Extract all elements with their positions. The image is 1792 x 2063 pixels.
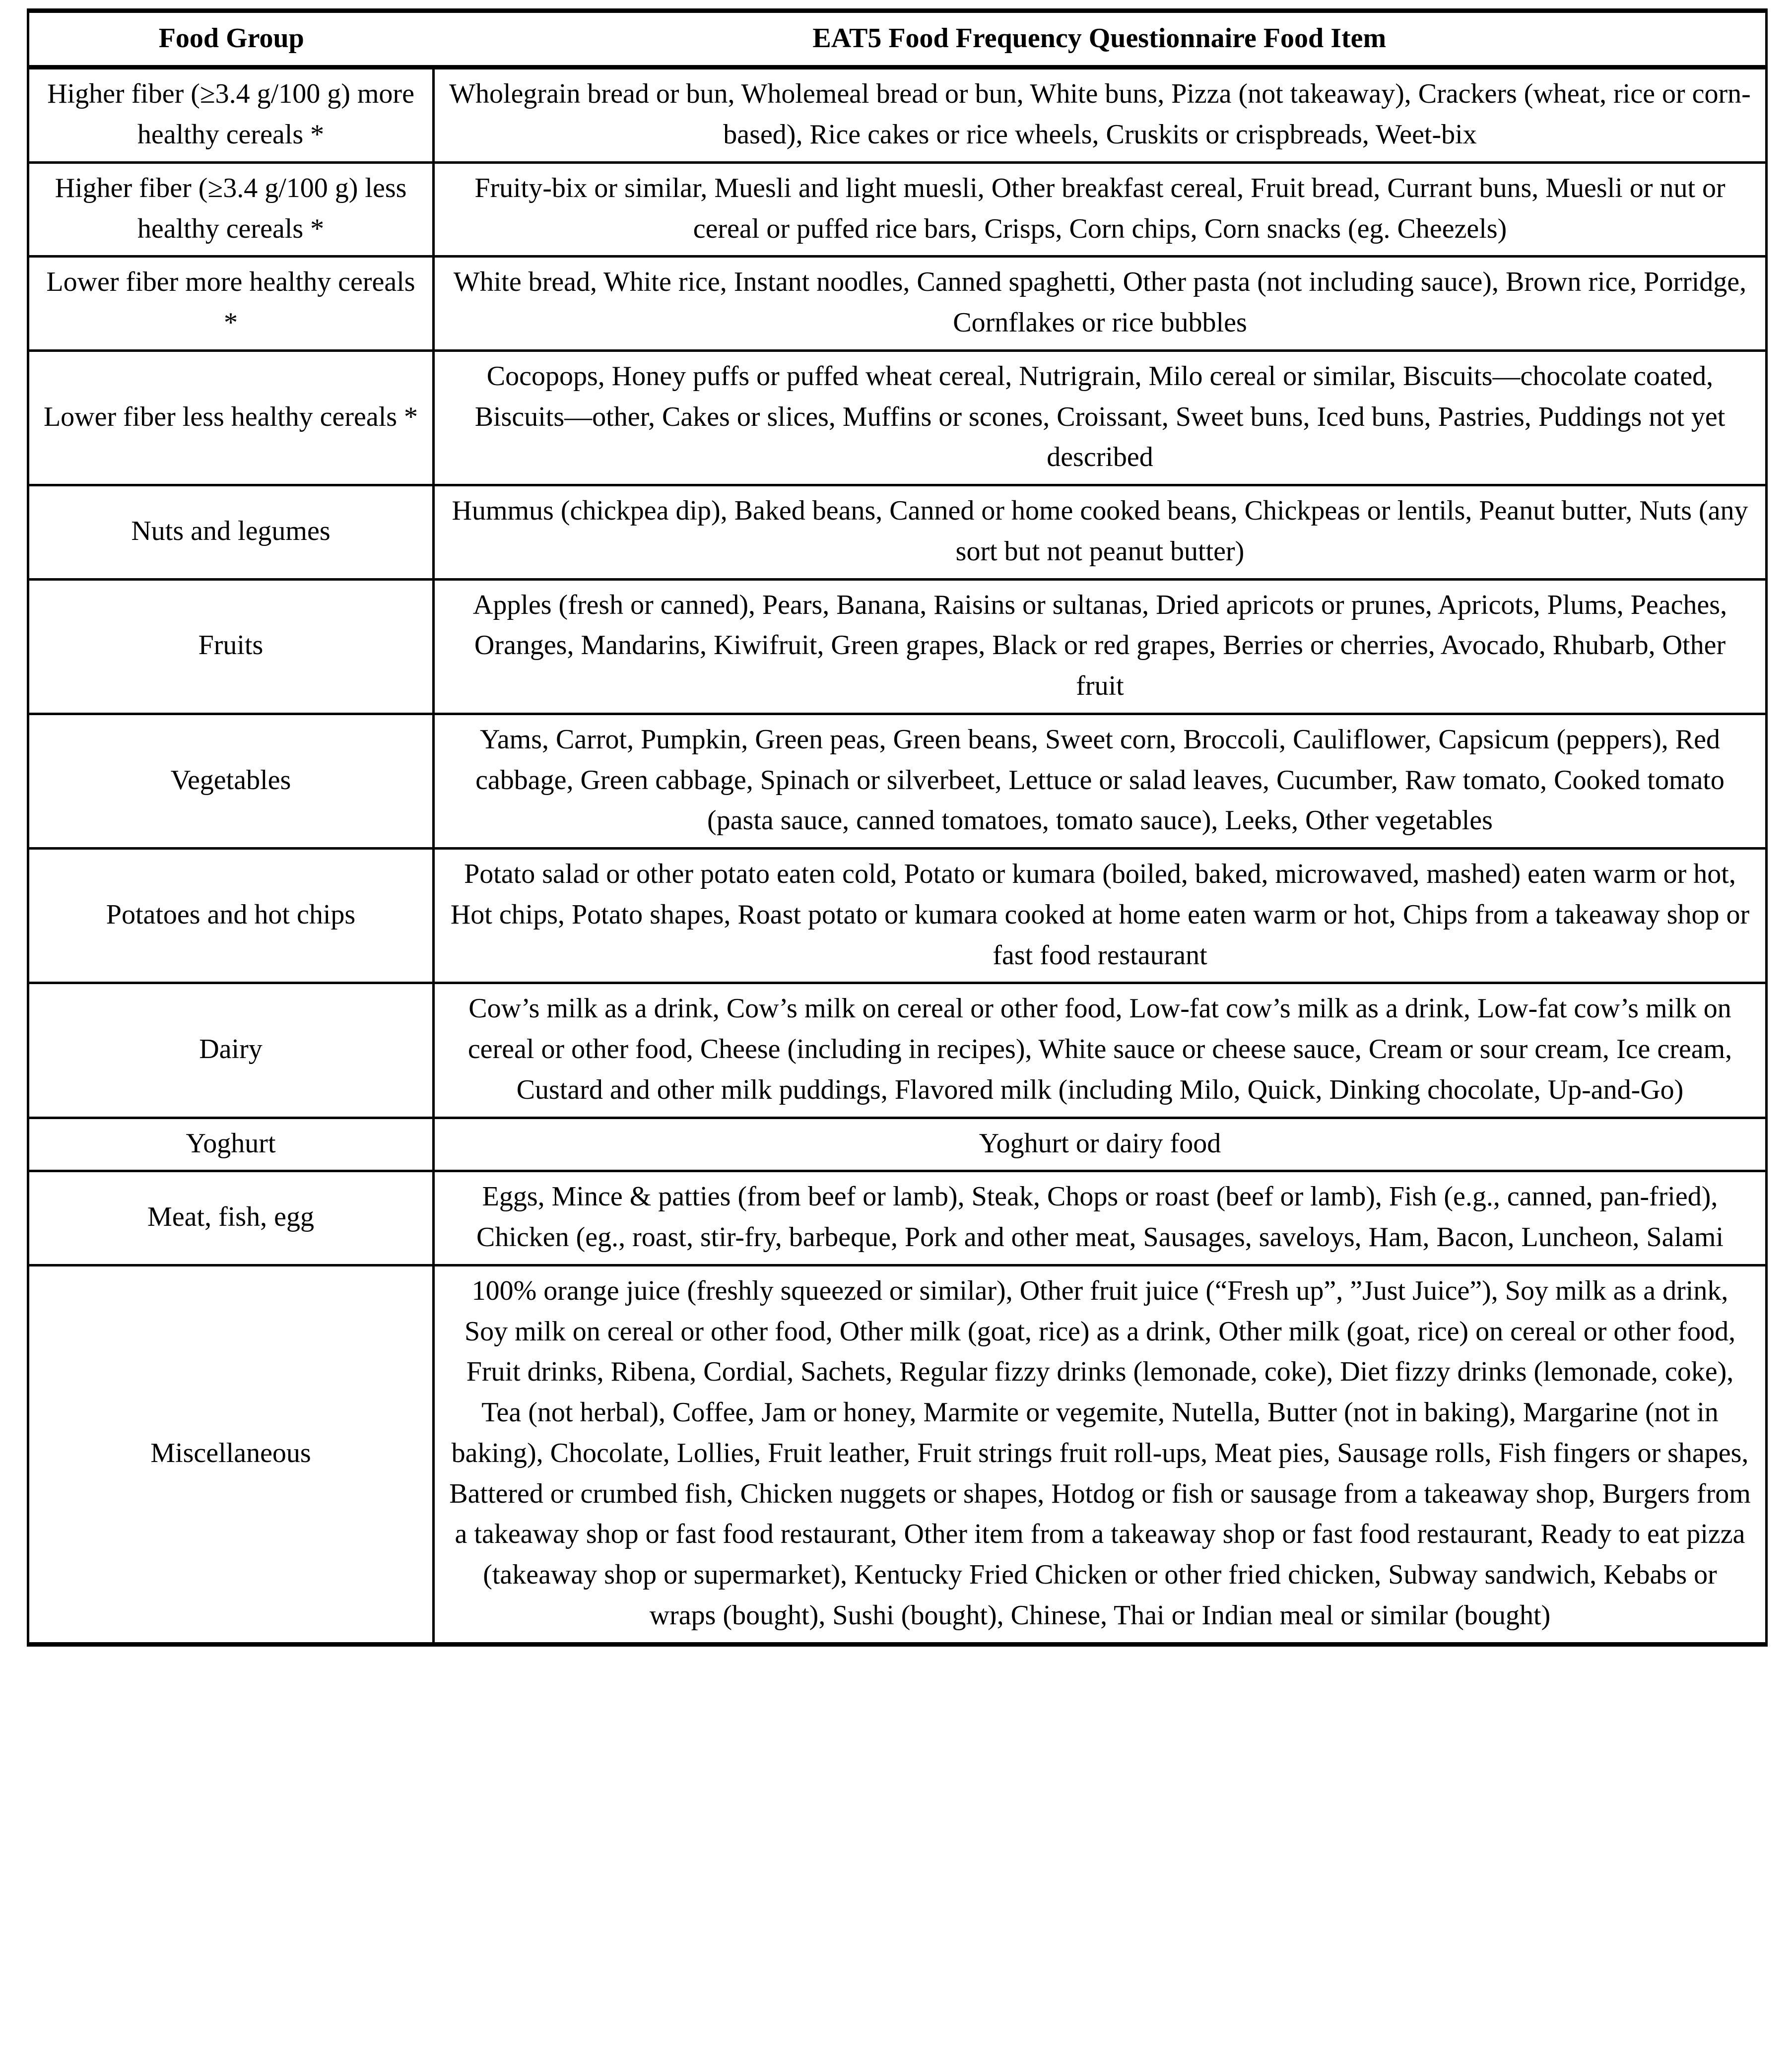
- cell-food-group: Higher fiber (≥3.4 g/100 g) more healthy cereals *: [28, 67, 434, 163]
- cell-food-group: Lower fiber more healthy cereals *: [28, 257, 434, 351]
- table-header: [28, 11, 1767, 67]
- table-row: [28, 67, 1767, 163]
- cell-food-items: Potato salad or other potato eaten cold, Potato or kumara (boiled, baked, microwaved, mashed) eaten warm or hot, Hot chips, Potato shapes, Roast potato or kumara cooked at home eaten warm or hot, Chips from a takeaway shop or fast food restaurant: [434, 849, 1767, 983]
- cell-food-items: Eggs, Mince & patties (from beef or lamb), Steak, Chops or roast (beef or lamb), Fish (e.g., canned, pan-fried), Chicken (eg., roast, stir-fry, barbeque, Pork and other meat, Sausages, saveloys, Ham, Bacon, Luncheon, Salami: [434, 1171, 1767, 1265]
- cell-food-group: Vegetables: [28, 714, 434, 848]
- table-row: [28, 257, 1767, 351]
- cell-food-group: Miscellaneous: [28, 1265, 434, 1644]
- cell-food-group: Meat, fish, egg: [28, 1171, 434, 1265]
- cell-food-group: Potatoes and hot chips: [28, 849, 434, 983]
- table-row: [28, 714, 1767, 848]
- table-body: [28, 67, 1767, 1644]
- table-row: [28, 1118, 1767, 1171]
- table-row: [28, 162, 1767, 257]
- food-frequency-table: [27, 8, 1768, 1647]
- cell-food-items: Apples (fresh or canned), Pears, Banana, Raisins or sultanas, Dried apricots or prunes, Apricots, Plums, Peaches, Oranges, Mandarins, Kiwifruit, Green grapes, Black or red grapes, Berries or cherries, Avocado, Rhubarb, Other fruit: [434, 579, 1767, 714]
- table-row: [28, 849, 1767, 983]
- cell-food-group: Dairy: [28, 983, 434, 1118]
- cell-food-group: Fruits: [28, 579, 434, 714]
- column-header-food-item: EAT5 Food Frequency Questionnaire Food Item: [434, 11, 1767, 67]
- cell-food-items: Wholegrain bread or bun, Wholemeal bread or bun, White buns, Pizza (not takeaway), Crackers (wheat, rice or corn-based), Rice cakes or rice wheels, Cruskits or crispbreads, Weet-bix: [434, 67, 1767, 163]
- table-row: [28, 350, 1767, 485]
- cell-food-items: 100% orange juice (freshly squeezed or similar), Other fruit juice (“Fresh up”, ”Just Juice”), Soy milk as a drink, Soy milk on cereal or other food, Other milk (goat, rice) as a drink, Other milk (goat, rice) on cereal or other food, Fruit drinks, Ribena, Cordial, Sachets, Regular fizzy drinks (lemonade, coke), Diet fizzy drinks (lemonade, coke), Tea (not herbal), Coffee, Jam or honey, Marmite or vegemite, Nutella, Butter (not in baking), Margarine (not in baking), Chocolate, Lollies, Fruit leather, Fruit strings fruit roll-ups, Meat pies, Sausage rolls, Fish fingers or shapes, Battered or crumbed fish, Chicken nuggets or shapes, Hotdog or fish or sausage from a takeaway shop, Burgers from a takeaway shop or fast food restaurant, Other item from a takeaway shop or fast food restaurant, Ready to eat pizza (takeaway shop or supermarket), Kentucky Fried Chicken or other fried chicken, Subway sandwich, Kebabs or wraps (bought), Sushi (bought), Chinese, Thai or Indian meal or similar (bought): [434, 1265, 1767, 1644]
- column-header-food-group: Food Group: [28, 11, 434, 67]
- header-row: [28, 11, 1767, 67]
- cell-food-group: Yoghurt: [28, 1118, 434, 1171]
- cell-food-items: White bread, White rice, Instant noodles, Canned spaghetti, Other pasta (not including sauce), Brown rice, Porridge, Cornflakes or rice bubbles: [434, 257, 1767, 351]
- cell-food-items: Cow’s milk as a drink, Cow’s milk on cereal or other food, Low-fat cow’s milk as a drink, Low-fat cow’s milk on cereal or other food, Cheese (including in recipes), White sauce or cheese sauce, Cream or sour cream, Ice cream, Custard and other milk puddings, Flavored milk (including Milo, Quick, Dinking chocolate, Up-and-Go): [434, 983, 1767, 1118]
- cell-food-items: Yams, Carrot, Pumpkin, Green peas, Green beans, Sweet corn, Broccoli, Cauliflower, Capsicum (peppers), Red cabbage, Green cabbage, Spinach or silverbeet, Lettuce or salad leaves, Cucumber, Raw tomato, Cooked tomato (pasta sauce, canned tomatoes, tomato sauce), Leeks, Other vegetables: [434, 714, 1767, 848]
- table-row: [28, 1171, 1767, 1265]
- cell-food-items: Cocopops, Honey puffs or puffed wheat cereal, Nutrigrain, Milo cereal or similar, Biscuits—chocolate coated, Biscuits—other, Cakes or slices, Muffins or scones, Croissant, Sweet buns, Iced buns, Pastries, Puddings not yet described: [434, 350, 1767, 485]
- cell-food-items: Hummus (chickpea dip), Baked beans, Canned or home cooked beans, Chickpeas or lentils, Peanut butter, Nuts (any sort but not peanut butter): [434, 485, 1767, 580]
- cell-food-group: Nuts and legumes: [28, 485, 434, 580]
- cell-food-group: Lower fiber less healthy cereals *: [28, 350, 434, 485]
- table-row: [28, 485, 1767, 580]
- cell-food-group: Higher fiber (≥3.4 g/100 g) less healthy cereals *: [28, 162, 434, 257]
- cell-food-items: Fruity-bix or similar, Muesli and light muesli, Other breakfast cereal, Fruit bread, Currant buns, Muesli or nut or cereal or puffed rice bars, Crisps, Corn chips, Corn snacks (eg. Cheezels): [434, 162, 1767, 257]
- cell-food-items: Yoghurt or dairy food: [434, 1118, 1767, 1171]
- table-row: [28, 1265, 1767, 1644]
- table-row: [28, 579, 1767, 714]
- table-row: [28, 983, 1767, 1118]
